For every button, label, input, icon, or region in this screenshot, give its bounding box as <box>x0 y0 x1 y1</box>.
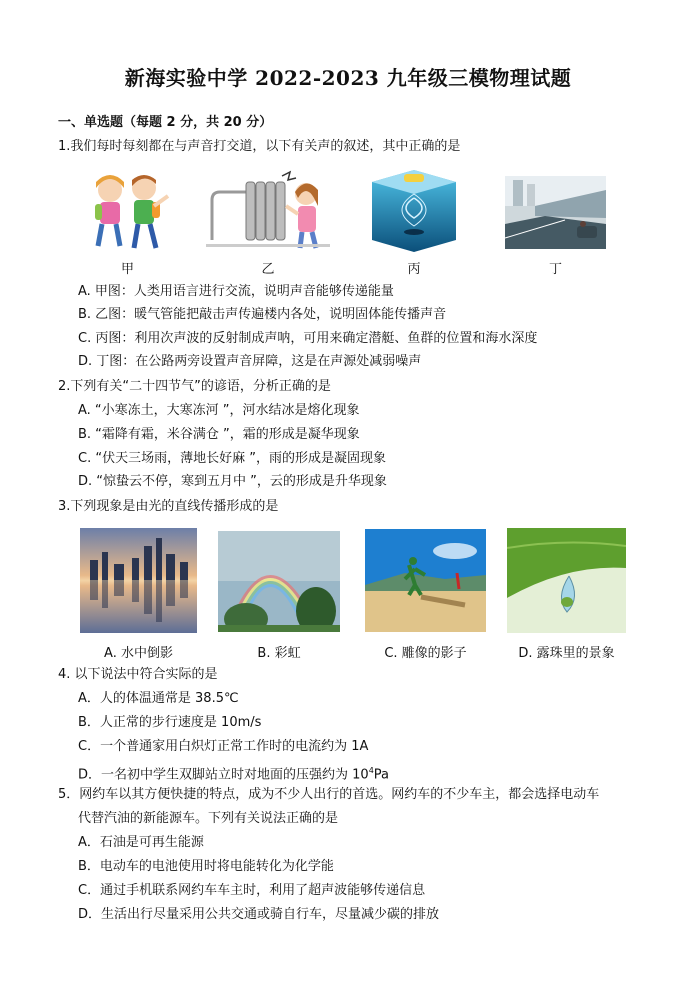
q5-option-a: A．石油是可再生能源 <box>78 835 204 850</box>
q3-caption-b: B. 彩虹 <box>257 646 301 661</box>
q2-option-c: C. “伏天三场雨，薄地长好麻 ”，雨的形成是凝固现象 <box>78 451 386 466</box>
q1-image-jia <box>80 168 175 253</box>
q5-option-c: C．通过手机联系网约车车主时，利用了超声波能够传递信息 <box>78 883 426 898</box>
q2-option-d: D. “惊蛰云不停，寒到五月中 ”，云的形成是升华现象 <box>78 474 387 489</box>
q4-option-c: C．一个普通家用白炽灯正常工作时的电流约为 1A <box>78 739 369 754</box>
q3-caption-c: C. 雕像的影子 <box>384 646 467 661</box>
q3-caption-a: A. 水中倒影 <box>104 646 173 661</box>
q5-stem-line2: 代替汽油的新能源车。下列有关说法正确的是 <box>78 811 339 826</box>
q1-image-yi <box>206 170 330 252</box>
q4-stem: 4. 以下说法中符合实际的是 <box>58 667 218 682</box>
q1-option-c: C. 丙图：利用次声波的反射制成声呐，可用来确定潜艇、鱼群的位置和海水深度 <box>78 331 538 346</box>
q4-option-d-exponent: 4 <box>368 766 374 775</box>
q4-option-d <box>78 762 389 783</box>
q3-image-rainbow <box>218 531 340 632</box>
q3-caption-d: D. 露珠里的景象 <box>518 646 615 661</box>
q2-option-b: B. “霜降有霜，米谷满仓 ”，霜的形成是凝华现象 <box>78 427 360 442</box>
q3-stem: 3.下列现象是由光的直线传播形成的是 <box>58 499 279 514</box>
q1-image-bing <box>368 168 460 254</box>
q1-caption-ding: 丁 <box>548 262 562 277</box>
q5-stem-line1: 5．网约车以其方便快捷的特点，成为不少人出行的首选。网约车的不少车主，都会选择电动车 <box>58 787 600 802</box>
q4-option-a: A．人的体温通常是 38.5℃ <box>78 691 239 706</box>
q1-option-a: A. 甲图：人类用语言进行交流，说明声音能够传递能量 <box>78 284 394 299</box>
q3-image-statue-shadow <box>365 529 486 632</box>
q1-caption-yi: 乙 <box>261 262 275 277</box>
q1-option-b: B. 乙图：暖气管能把敲击声传遍楼内各处，说明固体能传播声音 <box>78 307 447 322</box>
q1-stem: 1.我们每时每刻都在与声音打交道，以下有关声的叙述，其中正确的是 <box>58 139 461 154</box>
q3-image-dewdrop <box>507 528 626 633</box>
page-title: 新海实验中学 2022-2023 九年级三模物理试题 <box>124 66 572 90</box>
q2-stem: 2.下列有关“二十四节气”的谚语，分析正确的是 <box>58 379 331 394</box>
q1-caption-jia: 甲 <box>120 262 134 277</box>
q4-option-b: B．人正常的步行速度是 10m/s <box>78 715 262 730</box>
q3-image-reflection <box>80 528 197 633</box>
q5-option-d: D．生活出行尽量采用公共交通或骑自行车，尽量减少碳的排放 <box>78 907 440 922</box>
q5-option-b: B．电动车的电池使用时将电能转化为化学能 <box>78 859 334 874</box>
q4-option-d-unit: Pa <box>373 767 390 783</box>
q1-option-d: D. 丁图：在公路两旁设置声音屏障，这是在声源处减弱噪声 <box>78 354 422 369</box>
q4-option-d-text: D．一名初中学生双脚站立时对地面的压强约为 10 <box>78 767 369 783</box>
section-heading: 一、单选题（每题 2 分，共 20 分） <box>58 115 273 130</box>
q2-option-a: A. “小寒冻土，大寒冻河 ”，河水结冰是熔化现象 <box>78 403 360 418</box>
q1-caption-bing: 丙 <box>407 262 421 277</box>
q1-image-ding <box>505 176 606 249</box>
